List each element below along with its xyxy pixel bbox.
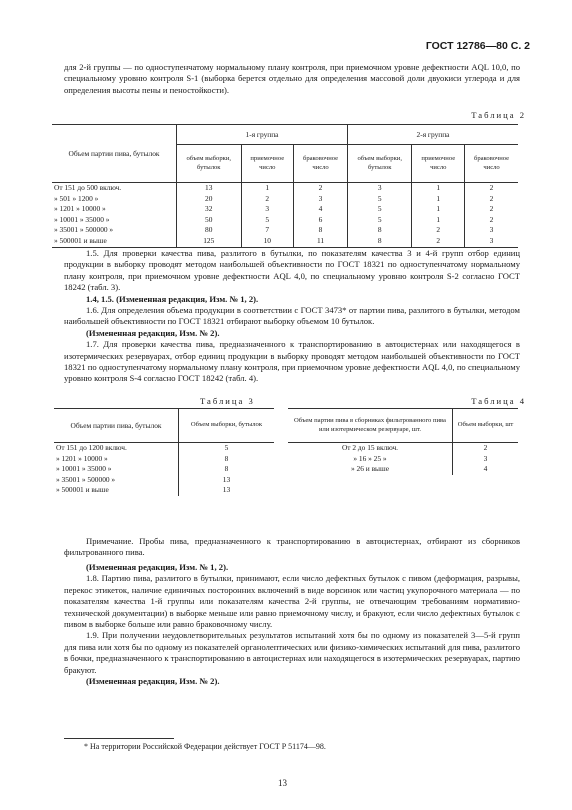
t3-row — [54, 454, 274, 465]
t2-cell: 3 — [465, 236, 518, 247]
t2-group2: 2-я группа — [347, 125, 518, 145]
t2-cell: 1 — [412, 215, 465, 226]
t2-group1: 1-я группа — [177, 125, 348, 145]
t4-row — [288, 464, 518, 475]
table-2 — [52, 124, 518, 248]
t2-row — [52, 236, 518, 247]
table3-caption: Таблица 3 — [200, 396, 255, 406]
paragraph: 1.8. Партию пива, разлитого в бутылки, принимают, если число дефектных бутылок с пивом (деформация, разрывы, перекос этикеток, наличие единичных посторонних включений в виде ворсинок или частиц укупорочного материала — по показателям качества 1-й группы или показателям качества 2-й группы, не отвечающим требованиям нормативно-технической документации) в выборке меньше или равно приемочному числу, и бракуют, если число дефектных бутылок с пивом в выборке больше или равно браковочному числу. — [64, 573, 520, 630]
footnote: * На территории Российской Федерации действует ГОСТ Р 51174—98. — [84, 742, 326, 751]
t2-cell: 8 — [347, 236, 412, 247]
t2-cell: 7 — [241, 225, 294, 236]
table-4 — [288, 408, 518, 475]
t2-cell: 1 — [412, 204, 465, 215]
footnote-rule — [64, 738, 174, 739]
t2-cell: 50 — [177, 215, 242, 226]
t2-cell: 3 — [465, 225, 518, 236]
t2-g2-sample: объем выборки, бутылок — [347, 145, 412, 183]
t3-value: 13 — [179, 485, 275, 496]
t2-cell: 125 — [177, 236, 242, 247]
t3-row — [54, 475, 274, 486]
t2-cell: 3 — [241, 204, 294, 215]
paragraph: (Измененная редакция, Изм. № 2). — [86, 327, 220, 338]
t2-cell: 8 — [294, 225, 348, 236]
t2-g1-reject: браковочное число — [294, 145, 348, 183]
t2-cell: 10 — [241, 236, 294, 247]
t2-range: » 500001 и выше — [52, 236, 177, 247]
t3-col-sample: Объем выборки, бутылок — [179, 409, 275, 443]
t2-row — [52, 225, 518, 236]
paragraph: (Измененная редакция, Изм. № 1, 2). — [86, 562, 229, 572]
t3-range: » 1201 » 10000 » — [56, 453, 108, 463]
t4-range: От 2 до 15 включ. — [341, 443, 399, 452]
t2-row — [52, 194, 518, 205]
t2-cell: 5 — [347, 194, 412, 205]
page-number: 13 — [278, 778, 287, 788]
t2-cell: 4 — [294, 204, 348, 215]
t2-cell: 2 — [294, 183, 348, 194]
t4-col-volume: Объем партии пива в сборниках фильтрованного пива или изотермическом резервуаре, шт. — [288, 409, 453, 443]
t3-value: 5 — [179, 443, 275, 454]
t2-range: От 151 до 500 включ. — [54, 183, 122, 192]
page-header: ГОСТ 12786—80 С. 2 — [425, 40, 530, 52]
t3-value: 8 — [179, 464, 275, 475]
t2-cell: 1 — [412, 194, 465, 205]
t2-cell: 5 — [241, 215, 294, 226]
t2-cell: 11 — [294, 236, 348, 247]
t2-g1-sample: объем выборки, бутылок — [177, 145, 242, 183]
t2-row — [52, 204, 518, 215]
paragraph: 1.4, 1.5. (Измененная редакция, Изм. № 1, 2). — [86, 293, 259, 304]
t2-row — [52, 215, 518, 226]
t2-cell: 5 — [347, 204, 412, 215]
t4-value: 2 — [453, 443, 519, 454]
t2-cell: 2 — [465, 204, 518, 215]
t2-cell: 2 — [465, 215, 518, 226]
t2-cell: 3 — [294, 194, 348, 205]
t4-row — [288, 454, 518, 465]
t4-value: 4 — [453, 464, 519, 475]
t2-row — [52, 183, 518, 194]
t3-row — [54, 443, 274, 454]
t2-cell: 32 — [177, 204, 242, 215]
t2-range: » 1201 » 10000 » — [54, 204, 106, 214]
t3-value: 8 — [179, 454, 275, 465]
t2-cell: 1 — [412, 183, 465, 194]
t2-cell: 2 — [465, 183, 518, 194]
paragraph: (Измененная редакция, Изм. № 2). — [86, 676, 220, 687]
t2-cell: 6 — [294, 215, 348, 226]
t4-row — [288, 443, 518, 454]
t3-range: » 500001 и выше — [56, 485, 109, 495]
t3-col-volume: Объем партии пива, бутылок — [54, 409, 179, 443]
t4-range: » 26 и выше — [350, 464, 389, 474]
table2-caption: Таблица 2 — [471, 110, 526, 120]
t2-cell: 2 — [412, 225, 465, 236]
t2-range: » 501 » 1200 » — [54, 193, 99, 203]
t3-value: 13 — [179, 475, 275, 486]
table4-caption: Таблица 4 — [471, 396, 526, 406]
t2-cell: 8 — [347, 225, 412, 236]
t3-range: » 10001 » 35000 » — [56, 464, 112, 474]
t3-range: От 151 до 1200 включ. — [56, 443, 127, 452]
t2-g1-accept: приемочное число — [241, 145, 294, 183]
t4-col-sample: Объем выборки, шт — [453, 409, 519, 443]
t2-cell: 80 — [177, 225, 242, 236]
t2-cell: 2 — [465, 194, 518, 205]
t4-value: 3 — [453, 454, 519, 465]
paragraph: 1.5. Для проверки качества пива, разлитого в бутылки, по показателям качества 3 и 4-й групп отбор единиц продукции в выборку проводят методом наибольшей объективности по ГОСТ 18321 по одноступенчатому нормальному плану контроля, при приемочном уровне дефектности AQL 4,0, по специальному уровню контроля S-2 согласно ГОСТ 18242 (табл. 3). — [64, 248, 520, 293]
t3-row — [54, 485, 274, 496]
intro-paragraph: для 2-й группы — по одноступенчатому нормальному плану контроля, при приемочном уровне дефектности AQL 10,0, по специальному уровню контроля S-1 (выборка берется отдельно для определения массовой доли двуокиси углерода и для определения высоты пены и пеностойкости). — [64, 62, 520, 95]
t2-cell: 2 — [241, 194, 294, 205]
t2-g2-reject: браковочное число — [465, 145, 518, 183]
t4-range: » 16 » 25 » — [353, 453, 387, 463]
t2-cell: 3 — [347, 183, 412, 194]
t2-range: » 35001 » 500000 » — [54, 225, 114, 235]
t2-col-volume: Объем партии пива, бутылок — [52, 125, 177, 183]
t2-cell: 20 — [177, 194, 242, 205]
t3-range: » 35001 » 500000 » — [56, 474, 116, 484]
t2-range: » 10001 » 35000 » — [54, 214, 110, 224]
paragraphs-b — [64, 562, 520, 687]
paragraph: 1.7. Для проверки качества пива, предназначенного к транспортированию в автоцистернах или находящегося в изотермических резервуарах, отбор единиц продукции в выборку проводят методом наибольшей объективности по ГОСТ 18321 по одноступенчатому нормальному плану контроля, при приемочном уровне дефектности AQL 4,0, по специальному уровню контроля S-4 согласно ГОСТ 18242 (табл. 4). — [64, 339, 520, 384]
t3-row — [54, 464, 274, 475]
paragraph: 1.6. Для определения объема продукции в соответствии с ГОСТ 3473* от партии пива, разлитого в бутылки, методом наибольшей объективности по ГОСТ 18321 отбирают выборку объемом 10 бутылок. — [64, 305, 520, 327]
t2-cell: 5 — [347, 215, 412, 226]
table-3 — [54, 408, 274, 496]
paragraphs-a — [64, 248, 520, 385]
t2-cell: 2 — [412, 236, 465, 247]
t2-cell: 13 — [177, 183, 242, 194]
t2-cell: 1 — [241, 183, 294, 194]
t2-g2-accept: приемочное число — [412, 145, 465, 183]
note: Примечание. Пробы пива, предназначенного к транспортированию в автоцистернах, отбирают из сборников фильтрованного пива. — [64, 536, 520, 558]
paragraph: 1.9. При получении неудовлетворительных результатов испытаний хотя бы по одному из показателей 3—5-й групп для пива или хотя бы по одному из показателей органолептических или физико-химических испытаний для пива, разлитого в бочки, предназначенного к транспортированию в автоцистернах или находящегося в изотермических резервуарах, партию бракуют. — [64, 630, 520, 675]
